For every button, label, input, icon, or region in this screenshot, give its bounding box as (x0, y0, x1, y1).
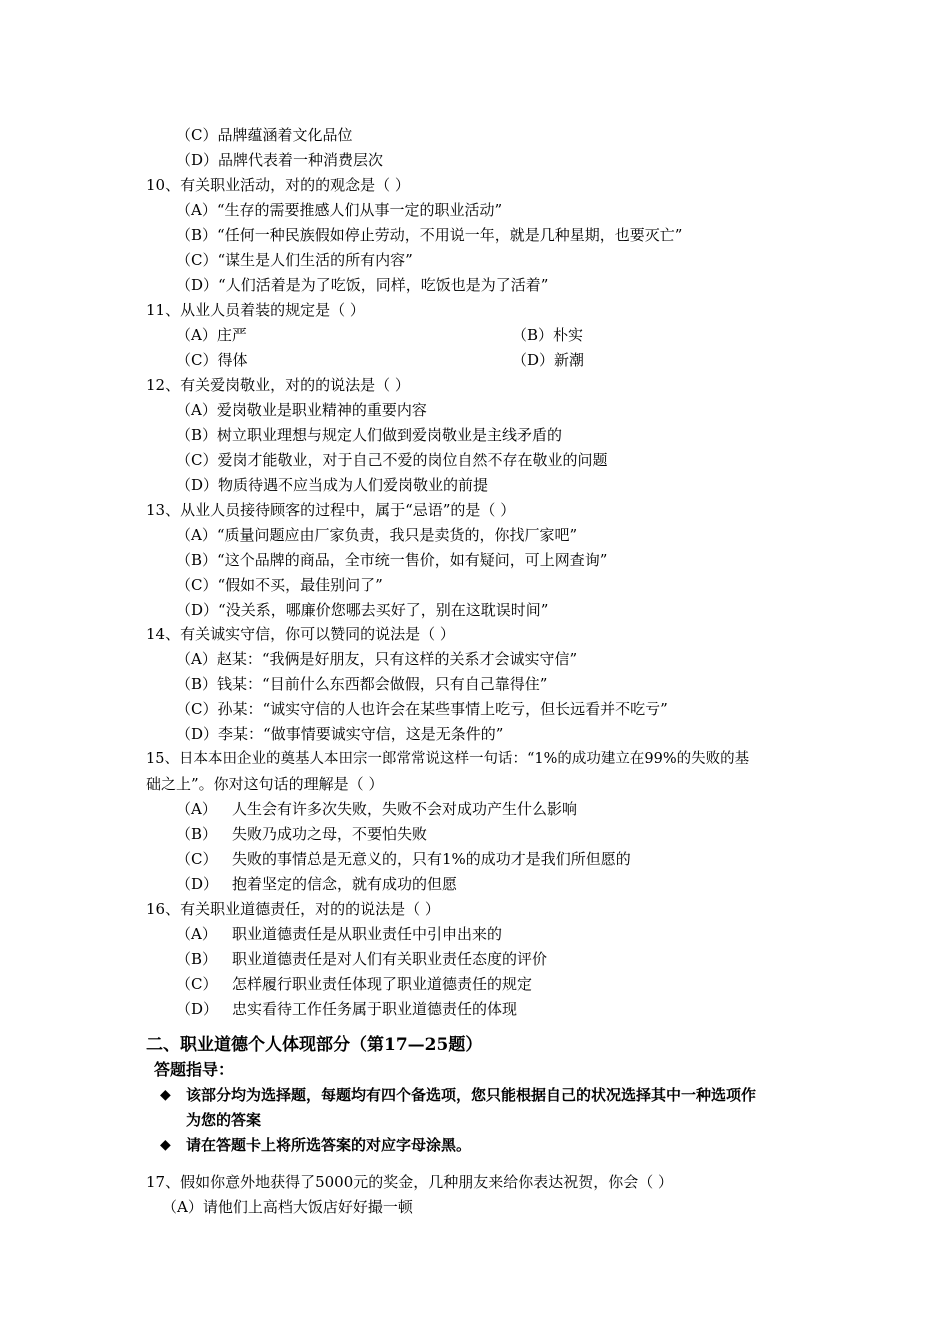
q15-option-a: 人生会有许多次失败，失败不会对成功产生什么影响 (232, 800, 578, 818)
q11-option-c: （C）得体 (176, 351, 248, 369)
q16-option-b-label: （B） (176, 950, 218, 968)
diamond-bullet-icon: ◆ (160, 1087, 171, 1103)
q16-option-d-label: （D） (176, 1000, 219, 1018)
q15-option-b: 失败乃成功之母，不要怕失败 (232, 825, 428, 843)
q16-option-a: 职业道德责任是从职业责任中引申出来的 (232, 925, 503, 943)
q14-option-c: （C）孙某：“诚实守信的人也许会在某些事情上吃亏，但长远看并不吃亏” (176, 700, 668, 718)
q10-option-b: （B）“任何一种民族假如停止劳动，不用说一年，就是几种星期，也要灭亡” (176, 226, 683, 244)
guide-item-2: 请在答题卡上将所选答案的对应字母涂黑。 (186, 1136, 472, 1154)
q15-option-b-label: （B） (176, 825, 218, 843)
question-11: 11、从业人员着装的规定是（ ） (146, 301, 365, 319)
q9-option-c: （C）品牌蕴涵着文化品位 (176, 126, 353, 144)
q14-option-d: （D）李某：“做事情要诚实守信，这是无条件的” (176, 725, 504, 743)
q15-option-d: 抱着坚定的信念，就有成功的但愿 (232, 875, 458, 893)
guide-item-1-continued: 为您的答案 (186, 1111, 262, 1129)
q15-option-c: 失败的事情总是无意义的，只有1%的成功才是我们所但愿的 (232, 850, 631, 868)
q15-option-c-label: （C） (176, 850, 218, 868)
q13-option-a: （A）“质量问题应由厂家负责，我只是卖货的，你找厂家吧” (176, 526, 578, 544)
q12-option-d: （D）物质待遇不应当成为人们爱岗敬业的前提 (176, 476, 489, 494)
q10-option-c: （C）“谋生是人们生活的所有内容” (176, 251, 413, 269)
question-17: 17、假如你意外地获得了5000元的奖金，几种朋友来给你表达祝贺，你会（ ） (146, 1173, 674, 1191)
q14-option-a: （A）赵某：“我俩是好朋友，只有这样的关系才会诚实守信” (176, 650, 578, 668)
q9-option-d: （D）品牌代表着一种消费层次 (176, 151, 384, 169)
q10-option-a: （A）“生存的需要推感人们从事一定的职业活动” (176, 201, 503, 219)
q13-option-d: （D）“没关系，哪廉价您哪去买好了，别在这耽误时间” (176, 601, 549, 619)
section-heading: 二、职业道德个人体现部分（第17—25题） (146, 1035, 483, 1055)
question-16: 16、有关职业道德责任，对的的说法是（ ） (146, 900, 440, 918)
q13-option-b: （B）“这个品牌的商品，全市统一售价，如有疑问，可上网查询” (176, 551, 608, 569)
q16-option-b: 职业道德责任是对人们有关职业责任态度的评价 (232, 950, 548, 968)
q12-option-b: （B）树立职业理想与规定人们做到爱岗敬业是主线矛盾的 (176, 426, 563, 444)
q17-option-a: （A）请他们上高档大饭店好好撮一顿 (162, 1198, 413, 1216)
guide-heading: 答题指导： (154, 1060, 235, 1079)
q15-option-d-label: （D） (176, 875, 219, 893)
q16-option-a-label: （A） (176, 925, 217, 943)
q11-option-d: （D）新潮 (512, 351, 585, 369)
q11-option-b: （B）朴实 (512, 326, 584, 344)
q10-option-d: （D）“人们活着是为了吃饭，同样，吃饭也是为了活着” (176, 276, 549, 294)
q15-option-a-label: （A） (176, 800, 217, 818)
question-10: 10、有关职业活动，对的的观念是（ ） (146, 176, 410, 194)
q11-option-a: （A）庄严 (176, 326, 247, 344)
q16-option-d: 忠实看待工作任务属于职业道德责任的体现 (232, 1000, 518, 1018)
question-13: 13、从业人员接待顾客的过程中，属于“忌语”的是（ ） (146, 501, 516, 519)
question-15: 15、日本本田企业的奠基人本田宗一郎常常说这样一句话：“1%的成功建立在99%的失败的基 (146, 751, 750, 767)
q16-option-c: 怎样履行职业责任体现了职业道德责任的规定 (232, 975, 533, 993)
guide-item-1: 该部分均为选择题，每题均有四个备选项，您只能根据自己的状况选择其中一种选项作 (186, 1086, 757, 1104)
question-14: 14、有关诚实守信，你可以赞同的说法是（ ） (146, 625, 455, 643)
q14-option-b: （B）钱某：“目前什么东西都会做假，只有自己靠得住” (176, 675, 548, 693)
q13-option-c: （C）“假如不买，最佳别问了” (176, 576, 383, 594)
q12-option-c: （C）爱岗才能敬业，对于自己不爱的岗位自然不存在敬业的问题 (176, 451, 608, 469)
diamond-bullet-icon: ◆ (160, 1137, 171, 1153)
q12-option-a: （A）爱岗敬业是职业精神的重要内容 (176, 401, 427, 419)
q16-option-c-label: （C） (176, 975, 218, 993)
question-15-continued: 础之上”。你对这句话的理解是（ ） (146, 775, 384, 793)
question-12: 12、有关爱岗敬业，对的的说法是（ ） (146, 376, 410, 394)
